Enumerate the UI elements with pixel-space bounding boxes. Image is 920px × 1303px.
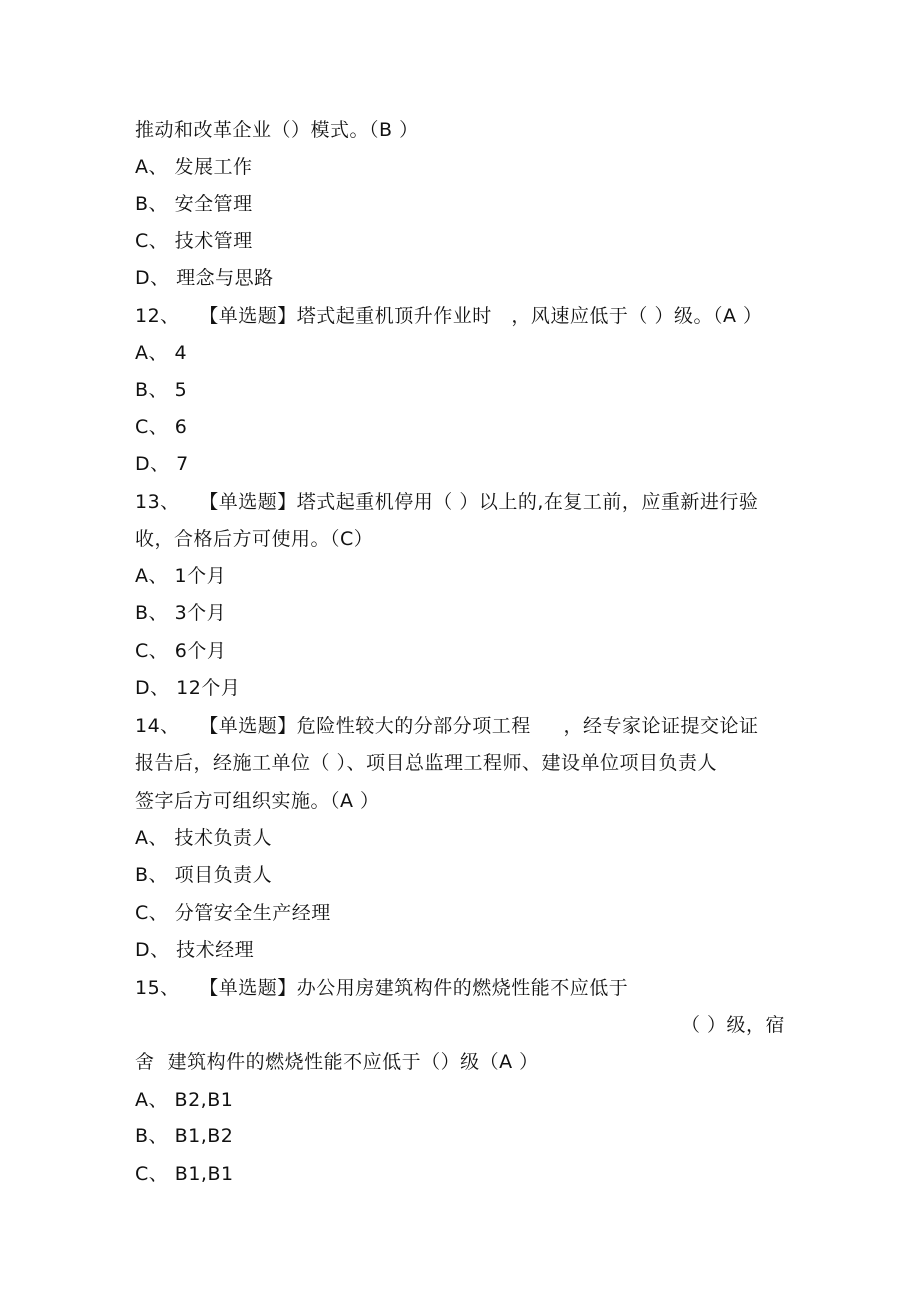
- option-c: C、 技术管理: [135, 230, 253, 252]
- question-14: 14、 【单选题】危险性较大的分部分项工程 ，经专家论证提交论证: [135, 715, 759, 737]
- question-14-continued: 签字后方可组织实施。（A ）: [135, 790, 380, 812]
- option-d: D、 理念与思路: [135, 267, 274, 289]
- option-a: A、 发展工作: [135, 156, 253, 178]
- option-c: C、 6个月: [135, 640, 227, 662]
- option-a: A、 1个月: [135, 565, 227, 587]
- option-b: B、 B1,B2: [135, 1125, 234, 1147]
- option-b: B、 项目负责人: [135, 864, 273, 886]
- option-b: B、 5: [135, 379, 188, 401]
- option-d: D、 技术经理: [135, 939, 255, 961]
- option-a: A、 4: [135, 342, 188, 364]
- option-c: C、 6: [135, 416, 188, 438]
- option-b: B、 3个月: [135, 602, 227, 624]
- option-a: A、 B2,B1: [135, 1089, 234, 1111]
- question-15-continued: 舍 建筑构件的燃烧性能不应低于（）级（A ）: [135, 1051, 539, 1073]
- question-12: 12、 【单选题】塔式起重机顶升作业时 ，风速应低于（ ）级。（A ）: [135, 305, 763, 327]
- question-11-stem-end: 推动和改革企业（）模式。（B ）: [135, 119, 419, 141]
- question-13: 13、 【单选题】塔式起重机停用（ ）以上的,在复工前，应重新进行验: [135, 491, 759, 513]
- option-c: C、 B1,B1: [135, 1163, 234, 1185]
- option-a: A、 技术负责人: [135, 827, 273, 849]
- option-d: D、 7: [135, 453, 189, 475]
- option-b: B、 安全管理: [135, 193, 253, 215]
- question-15: 15、 【单选题】办公用房建筑构件的燃烧性能不应低于: [135, 977, 629, 999]
- option-d: D、 12个月: [135, 677, 241, 699]
- question-15-continued: （ ）级，宿: [680, 1014, 785, 1036]
- question-14-continued: 报告后，经施工单位（ ）、项目总监理工程师、建设单位项目负责人: [135, 752, 718, 774]
- option-c: C、 分管安全生产经理: [135, 902, 331, 924]
- question-13-continued: 收，合格后方可使用。（C）: [135, 528, 374, 550]
